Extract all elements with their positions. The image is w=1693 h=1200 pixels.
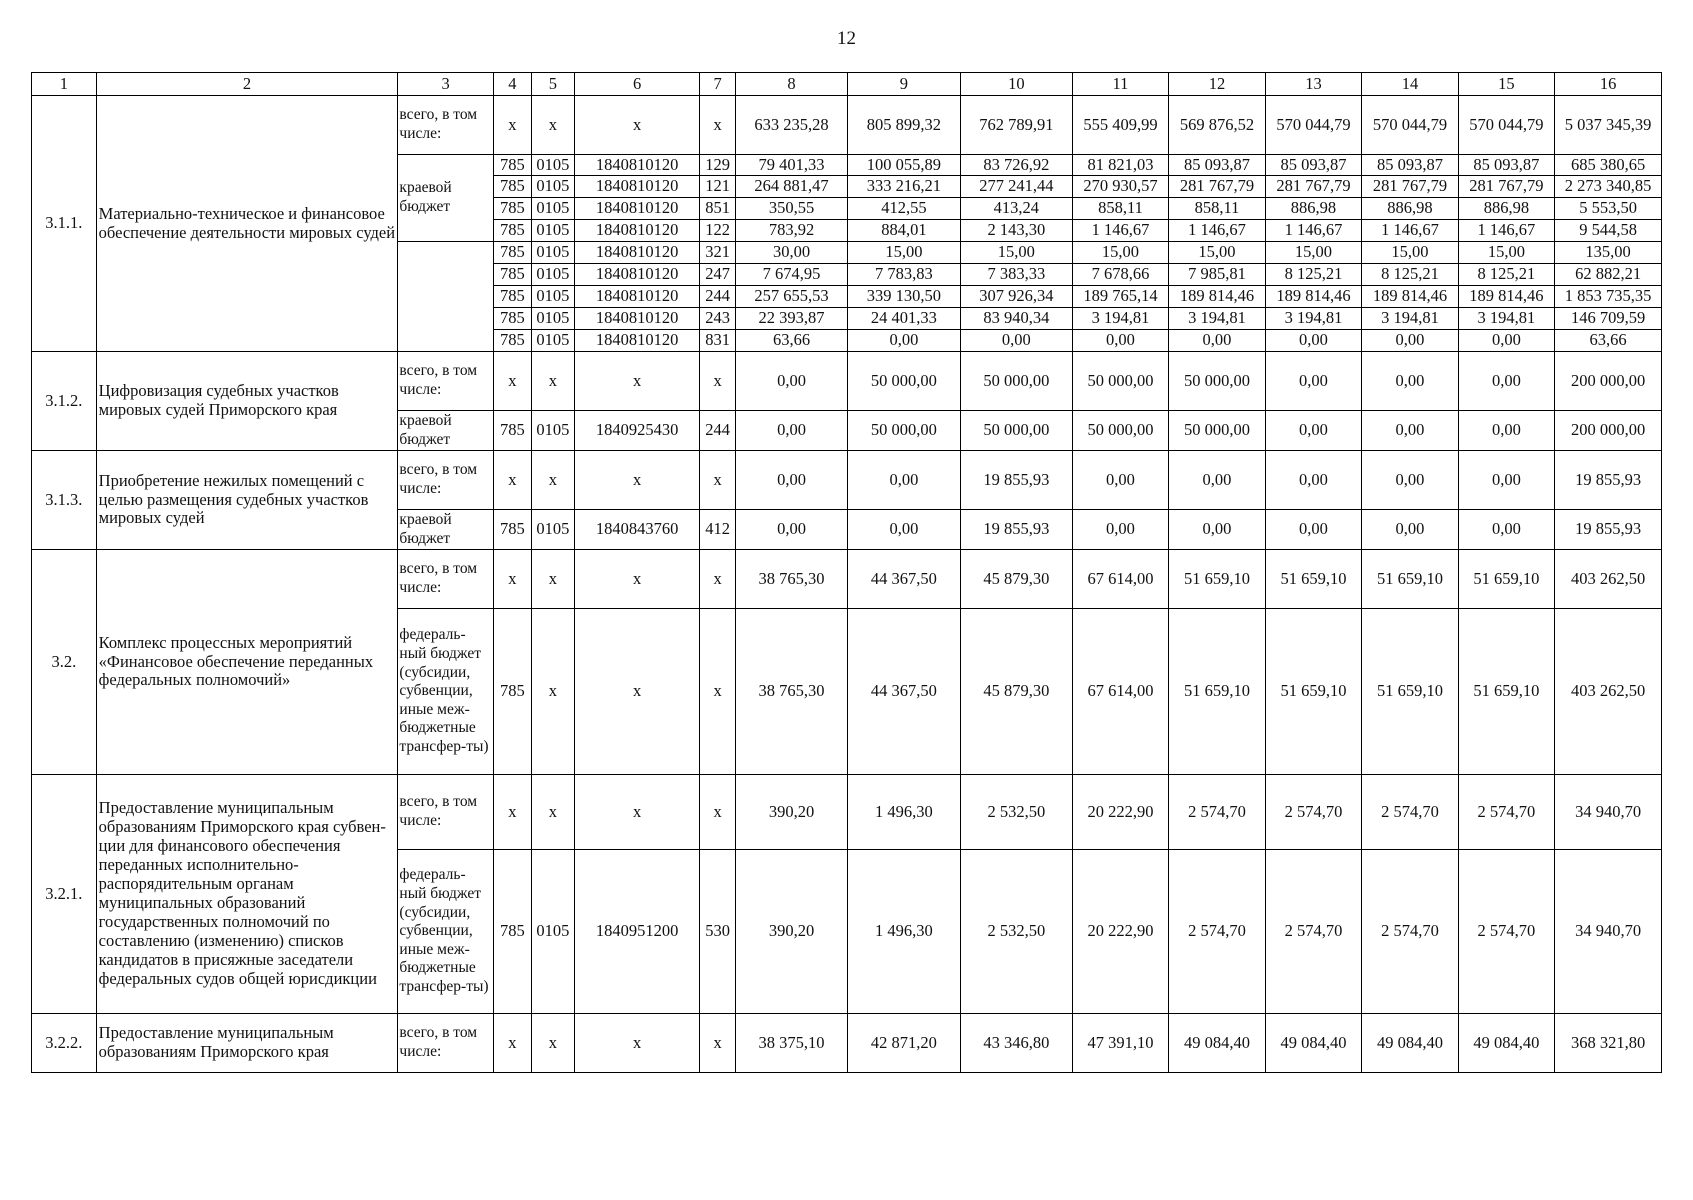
value-cell: 189 814,46 [1169, 286, 1265, 308]
value-cell: 1 146,67 [1265, 220, 1361, 242]
value-cell: 19 855,93 [1555, 451, 1662, 510]
value-cell: x [531, 451, 574, 510]
value-cell: 51 659,10 [1169, 550, 1265, 609]
value-cell: 189 814,46 [1265, 286, 1361, 308]
value-cell: 15,00 [1458, 242, 1554, 264]
column-header: 16 [1555, 73, 1662, 96]
value-cell: 785 [493, 155, 531, 176]
value-cell: 0105 [531, 850, 574, 1014]
value-cell: 51 659,10 [1265, 550, 1361, 609]
value-cell: 45 879,30 [960, 550, 1072, 609]
value-cell: 189 814,46 [1362, 286, 1458, 308]
value-cell: 0105 [531, 330, 574, 352]
value-cell: 15,00 [1072, 242, 1168, 264]
value-cell: 0,00 [1458, 330, 1554, 352]
value-cell: 3 194,81 [1265, 308, 1361, 330]
value-cell: 0,00 [847, 330, 960, 352]
value-cell: 0,00 [847, 510, 960, 550]
value-cell: 50 000,00 [1072, 411, 1168, 451]
value-cell: 1 146,67 [1362, 220, 1458, 242]
value-cell: 3 194,81 [1362, 308, 1458, 330]
value-cell: 49 084,40 [1265, 1014, 1361, 1073]
value-cell: 1840810120 [574, 286, 699, 308]
column-header: 4 [493, 73, 531, 96]
value-cell: 0,00 [1362, 330, 1458, 352]
value-cell: 49 084,40 [1169, 1014, 1265, 1073]
value-cell: 15,00 [1265, 242, 1361, 264]
value-cell: 67 614,00 [1072, 550, 1168, 609]
value-cell: 321 [700, 242, 736, 264]
value-cell: 0105 [531, 242, 574, 264]
value-cell: 0,00 [1458, 451, 1554, 510]
value-cell: 63,66 [1555, 330, 1662, 352]
value-cell: 886,98 [1265, 198, 1361, 220]
value-cell: 85 093,87 [1169, 155, 1265, 176]
value-cell: x [574, 352, 699, 411]
section-number: 3.2.2. [32, 1014, 97, 1073]
value-cell: x [531, 775, 574, 850]
value-cell: 785 [493, 264, 531, 286]
value-cell: 350,55 [736, 198, 848, 220]
value-cell: 1 146,67 [1458, 220, 1554, 242]
value-cell: 1840810120 [574, 198, 699, 220]
value-cell: 200 000,00 [1555, 352, 1662, 411]
value-cell: 19 855,93 [960, 510, 1072, 550]
value-cell: x [700, 451, 736, 510]
value-cell: 0105 [531, 510, 574, 550]
value-cell: 121 [700, 176, 736, 198]
value-cell: x [574, 609, 699, 775]
value-cell: x [700, 96, 736, 155]
value-cell: 1 496,30 [847, 775, 960, 850]
value-cell: 244 [700, 286, 736, 308]
value-cell: 412,55 [847, 198, 960, 220]
budget-table [31, 72, 1662, 1073]
value-cell: 8 125,21 [1458, 264, 1554, 286]
value-cell: 5 553,50 [1555, 198, 1662, 220]
value-cell: 85 093,87 [1362, 155, 1458, 176]
value-cell: 50 000,00 [1169, 411, 1265, 451]
column-header: 6 [574, 73, 699, 96]
value-cell: 785 [493, 850, 531, 1014]
source-label: всего, в том числе: [398, 550, 493, 609]
section-row [32, 451, 1662, 510]
value-cell: 2 574,70 [1362, 850, 1458, 1014]
value-cell: 785 [493, 198, 531, 220]
value-cell: 2 532,50 [960, 850, 1072, 1014]
value-cell: x [531, 1014, 574, 1073]
value-cell: 339 130,50 [847, 286, 960, 308]
value-cell: 1840810120 [574, 155, 699, 176]
value-cell: 785 [493, 308, 531, 330]
value-cell: 189 765,14 [1072, 286, 1168, 308]
value-cell: 1840925430 [574, 411, 699, 451]
value-cell: x [493, 1014, 531, 1073]
value-cell: 51 659,10 [1265, 609, 1361, 775]
column-header: 2 [96, 73, 398, 96]
value-cell: 83 940,34 [960, 308, 1072, 330]
value-cell: 3 194,81 [1169, 308, 1265, 330]
value-cell: 264 881,47 [736, 176, 848, 198]
value-cell: 307 926,34 [960, 286, 1072, 308]
section-row [32, 775, 1662, 850]
value-cell: 1840810120 [574, 308, 699, 330]
value-cell: 8 125,21 [1362, 264, 1458, 286]
value-cell: 50 000,00 [1169, 352, 1265, 411]
column-header: 12 [1169, 73, 1265, 96]
value-cell: 858,11 [1072, 198, 1168, 220]
value-cell: 0,00 [1265, 510, 1361, 550]
value-cell: 0,00 [1072, 510, 1168, 550]
column-header: 8 [736, 73, 848, 96]
value-cell: 0,00 [1458, 411, 1554, 451]
value-cell: 0,00 [1458, 510, 1554, 550]
value-cell: 30,00 [736, 242, 848, 264]
value-cell: 44 367,50 [847, 609, 960, 775]
value-cell: 2 574,70 [1458, 775, 1554, 850]
value-cell: 2 574,70 [1265, 775, 1361, 850]
source-label: всего, в том числе: [398, 1014, 493, 1073]
value-cell: 858,11 [1169, 198, 1265, 220]
section-title: Приобретение нежилых помещений с целью размещения судебных участков мировых судей [96, 451, 398, 550]
value-cell: 0105 [531, 411, 574, 451]
value-cell: 633 235,28 [736, 96, 848, 155]
value-cell: 85 093,87 [1265, 155, 1361, 176]
value-cell: x [574, 96, 699, 155]
value-cell: x [493, 96, 531, 155]
column-header: 13 [1265, 73, 1361, 96]
value-cell: 281 767,79 [1362, 176, 1458, 198]
value-cell: x [700, 550, 736, 609]
value-cell: 1840810120 [574, 242, 699, 264]
value-cell: 0105 [531, 220, 574, 242]
value-cell: 5 037 345,39 [1555, 96, 1662, 155]
value-cell: 15,00 [1169, 242, 1265, 264]
value-cell: 7 985,81 [1169, 264, 1265, 286]
section-number: 3.2. [32, 550, 97, 775]
value-cell: 2 143,30 [960, 220, 1072, 242]
value-cell: 0105 [531, 155, 574, 176]
column-header: 10 [960, 73, 1072, 96]
value-cell: 50 000,00 [960, 352, 1072, 411]
value-cell: 0,00 [1265, 330, 1361, 352]
value-cell: 831 [700, 330, 736, 352]
source-label: всего, в том числе: [398, 451, 493, 510]
value-cell: x [700, 352, 736, 411]
value-cell: 20 222,90 [1072, 775, 1168, 850]
value-cell: 884,01 [847, 220, 960, 242]
value-cell: 83 726,92 [960, 155, 1072, 176]
value-cell: 0,00 [1265, 411, 1361, 451]
value-cell: 785 [493, 510, 531, 550]
value-cell: 1 146,67 [1072, 220, 1168, 242]
value-cell: 243 [700, 308, 736, 330]
value-cell: 886,98 [1458, 198, 1554, 220]
value-cell: 281 767,79 [1458, 176, 1554, 198]
value-cell: 570 044,79 [1265, 96, 1361, 155]
value-cell: 200 000,00 [1555, 411, 1662, 451]
value-cell: 47 391,10 [1072, 1014, 1168, 1073]
value-cell: 81 821,03 [1072, 155, 1168, 176]
value-cell: x [531, 96, 574, 155]
value-cell: x [493, 451, 531, 510]
value-cell: x [493, 775, 531, 850]
value-cell: 7 383,33 [960, 264, 1072, 286]
value-cell: 0105 [531, 176, 574, 198]
source-label: краевой бюджет [398, 510, 493, 550]
value-cell: 122 [700, 220, 736, 242]
value-cell: 0,00 [1072, 451, 1168, 510]
value-cell: x [574, 451, 699, 510]
value-cell: 0,00 [1362, 510, 1458, 550]
value-cell: 569 876,52 [1169, 96, 1265, 155]
value-cell: 189 814,46 [1458, 286, 1554, 308]
section-title: Предоставление муниципальным образованиям Приморского края [96, 1014, 398, 1073]
value-cell: 7 674,95 [736, 264, 848, 286]
source-label: всего, в том числе: [398, 96, 493, 155]
value-cell: 270 930,57 [1072, 176, 1168, 198]
value-cell: 2 574,70 [1265, 850, 1361, 1014]
value-cell: 0,00 [1362, 451, 1458, 510]
value-cell: 244 [700, 411, 736, 451]
column-header: 11 [1072, 73, 1168, 96]
value-cell: 0,00 [1072, 330, 1168, 352]
value-cell: x [531, 609, 574, 775]
value-cell: 785 [493, 176, 531, 198]
section-title: Комплекс процессных мероприятий «Финансовое обеспечение переданных федеральных полномочий» [96, 550, 398, 775]
value-cell: x [574, 775, 699, 850]
value-cell: 42 871,20 [847, 1014, 960, 1073]
value-cell: 0,00 [1265, 451, 1361, 510]
column-header: 15 [1458, 73, 1554, 96]
empty-cell [398, 242, 493, 352]
source-label: федераль-ный бюджет (субсидии, субвенции, иные меж-бюджетные трансфер-ты) [398, 850, 493, 1014]
value-cell: 0,00 [847, 451, 960, 510]
value-cell: 129 [700, 155, 736, 176]
value-cell: 0,00 [1169, 451, 1265, 510]
value-cell: 49 084,40 [1362, 1014, 1458, 1073]
value-cell: 851 [700, 198, 736, 220]
value-cell: 15,00 [1362, 242, 1458, 264]
source-label: всего, в том числе: [398, 352, 493, 411]
value-cell: 1840810120 [574, 330, 699, 352]
value-cell: 257 655,53 [736, 286, 848, 308]
value-cell: 7 678,66 [1072, 264, 1168, 286]
section-row [32, 1014, 1662, 1073]
value-cell: x [531, 352, 574, 411]
value-cell: 0,00 [1458, 352, 1554, 411]
value-cell: 390,20 [736, 850, 848, 1014]
value-cell: 785 [493, 609, 531, 775]
value-cell: 412 [700, 510, 736, 550]
value-cell: 34 940,70 [1555, 850, 1662, 1014]
value-cell: 50 000,00 [847, 352, 960, 411]
source-label: федераль-ный бюджет (субсидии, субвенции, иные меж-бюджетные трансфер-ты) [398, 609, 493, 775]
column-header: 5 [531, 73, 574, 96]
value-cell: 7 783,83 [847, 264, 960, 286]
value-cell: 43 346,80 [960, 1014, 1072, 1073]
value-cell: 0105 [531, 264, 574, 286]
source-label: краевой бюджет [398, 155, 493, 242]
value-cell: 79 401,33 [736, 155, 848, 176]
value-cell: 570 044,79 [1362, 96, 1458, 155]
source-label: краевой бюджет [398, 411, 493, 451]
header-row [32, 73, 1662, 96]
value-cell: x [493, 550, 531, 609]
source-label: всего, в том числе: [398, 775, 493, 850]
section-row [32, 550, 1662, 609]
value-cell: 570 044,79 [1458, 96, 1554, 155]
value-cell: x [700, 775, 736, 850]
section-title: Цифровизация судебных участков мировых судей Приморского края [96, 352, 398, 451]
value-cell: 1840810120 [574, 176, 699, 198]
value-cell: x [574, 1014, 699, 1073]
value-cell: 555 409,99 [1072, 96, 1168, 155]
value-cell: 49 084,40 [1458, 1014, 1554, 1073]
value-cell: 0105 [531, 286, 574, 308]
value-cell: 50 000,00 [847, 411, 960, 451]
section-number: 3.2.1. [32, 775, 97, 1014]
value-cell: x [700, 609, 736, 775]
section-row [32, 352, 1662, 411]
value-cell: 783,92 [736, 220, 848, 242]
value-cell: 1840810120 [574, 264, 699, 286]
value-cell: 277 241,44 [960, 176, 1072, 198]
section-title: Материально-техническое и финансовое обеспечение деятельности мировых судей [96, 96, 398, 352]
value-cell: 2 574,70 [1169, 775, 1265, 850]
section-title: Предоставление муниципальным образованиям Приморского края субвен-ции для финансового обеспечения переданных исполнительно-распорядительным органам муниципальных образований государственных полномочий по составлению (изменению) списков кандидатов в присяжные заседатели федеральных судов общей юрисдикции [96, 775, 398, 1014]
value-cell: 403 262,50 [1555, 609, 1662, 775]
value-cell: 20 222,90 [1072, 850, 1168, 1014]
value-cell: 0,00 [1265, 352, 1361, 411]
value-cell: 333 216,21 [847, 176, 960, 198]
value-cell: 530 [700, 850, 736, 1014]
value-cell: 281 767,79 [1265, 176, 1361, 198]
section-number: 3.1.3. [32, 451, 97, 550]
value-cell: 100 055,89 [847, 155, 960, 176]
value-cell: 785 [493, 330, 531, 352]
value-cell: 8 125,21 [1265, 264, 1361, 286]
value-cell: 45 879,30 [960, 609, 1072, 775]
value-cell: 15,00 [847, 242, 960, 264]
column-header: 7 [700, 73, 736, 96]
value-cell: 1 853 735,35 [1555, 286, 1662, 308]
value-cell: 51 659,10 [1362, 609, 1458, 775]
section-number: 3.1.2. [32, 352, 97, 451]
column-header: 9 [847, 73, 960, 96]
value-cell: 51 659,10 [1169, 609, 1265, 775]
value-cell: 1840810120 [574, 220, 699, 242]
value-cell: 390,20 [736, 775, 848, 850]
value-cell: 0,00 [736, 352, 848, 411]
value-cell: 685 380,65 [1555, 155, 1662, 176]
value-cell: 762 789,91 [960, 96, 1072, 155]
value-cell: 2 574,70 [1169, 850, 1265, 1014]
value-cell: 0105 [531, 198, 574, 220]
value-cell: 38 765,30 [736, 609, 848, 775]
value-cell: 281 767,79 [1169, 176, 1265, 198]
value-cell: 785 [493, 286, 531, 308]
value-cell: 1 146,67 [1169, 220, 1265, 242]
value-cell: 50 000,00 [960, 411, 1072, 451]
value-cell: 0,00 [736, 451, 848, 510]
value-cell: 44 367,50 [847, 550, 960, 609]
value-cell: x [700, 1014, 736, 1073]
value-cell: 67 614,00 [1072, 609, 1168, 775]
value-cell: 0,00 [736, 411, 848, 451]
value-cell: 0,00 [960, 330, 1072, 352]
value-cell: 785 [493, 220, 531, 242]
value-cell: 1840843760 [574, 510, 699, 550]
value-cell: 50 000,00 [1072, 352, 1168, 411]
value-cell: 38 765,30 [736, 550, 848, 609]
value-cell: 0,00 [1362, 411, 1458, 451]
value-cell: 19 855,93 [1555, 510, 1662, 550]
value-cell: 2 574,70 [1362, 775, 1458, 850]
value-cell: 3 194,81 [1072, 308, 1168, 330]
value-cell: 135,00 [1555, 242, 1662, 264]
column-header: 1 [32, 73, 97, 96]
value-cell: 2 574,70 [1458, 850, 1554, 1014]
value-cell: 22 393,87 [736, 308, 848, 330]
value-cell: 2 273 340,85 [1555, 176, 1662, 198]
value-cell: 0105 [531, 308, 574, 330]
value-cell: 403 262,50 [1555, 550, 1662, 609]
value-cell: x [574, 550, 699, 609]
value-cell: 413,24 [960, 198, 1072, 220]
value-cell: 805 899,32 [847, 96, 960, 155]
value-cell: 38 375,10 [736, 1014, 848, 1073]
value-cell: 785 [493, 411, 531, 451]
value-cell: 146 709,59 [1555, 308, 1662, 330]
value-cell: 785 [493, 242, 531, 264]
value-cell: 0,00 [736, 510, 848, 550]
value-cell: 0,00 [1362, 352, 1458, 411]
value-cell: 24 401,33 [847, 308, 960, 330]
value-cell: 886,98 [1362, 198, 1458, 220]
value-cell: 2 532,50 [960, 775, 1072, 850]
page-number: 12 [837, 28, 856, 49]
value-cell: 368 321,80 [1555, 1014, 1662, 1073]
value-cell: 0,00 [1169, 510, 1265, 550]
column-header: 14 [1362, 73, 1458, 96]
value-cell: 51 659,10 [1458, 609, 1554, 775]
value-cell: 51 659,10 [1458, 550, 1554, 609]
value-cell: 0,00 [1169, 330, 1265, 352]
value-cell: 15,00 [960, 242, 1072, 264]
value-cell: 9 544,58 [1555, 220, 1662, 242]
value-cell: 85 093,87 [1458, 155, 1554, 176]
value-cell: 1840951200 [574, 850, 699, 1014]
value-cell: x [493, 352, 531, 411]
section-row [32, 96, 1662, 155]
value-cell: 34 940,70 [1555, 775, 1662, 850]
value-cell: 247 [700, 264, 736, 286]
column-header: 3 [398, 73, 493, 96]
value-cell: x [531, 550, 574, 609]
value-cell: 3 194,81 [1458, 308, 1554, 330]
value-cell: 51 659,10 [1362, 550, 1458, 609]
value-cell: 62 882,21 [1555, 264, 1662, 286]
value-cell: 19 855,93 [960, 451, 1072, 510]
value-cell: 1 496,30 [847, 850, 960, 1014]
value-cell: 63,66 [736, 330, 848, 352]
section-number: 3.1.1. [32, 96, 97, 352]
